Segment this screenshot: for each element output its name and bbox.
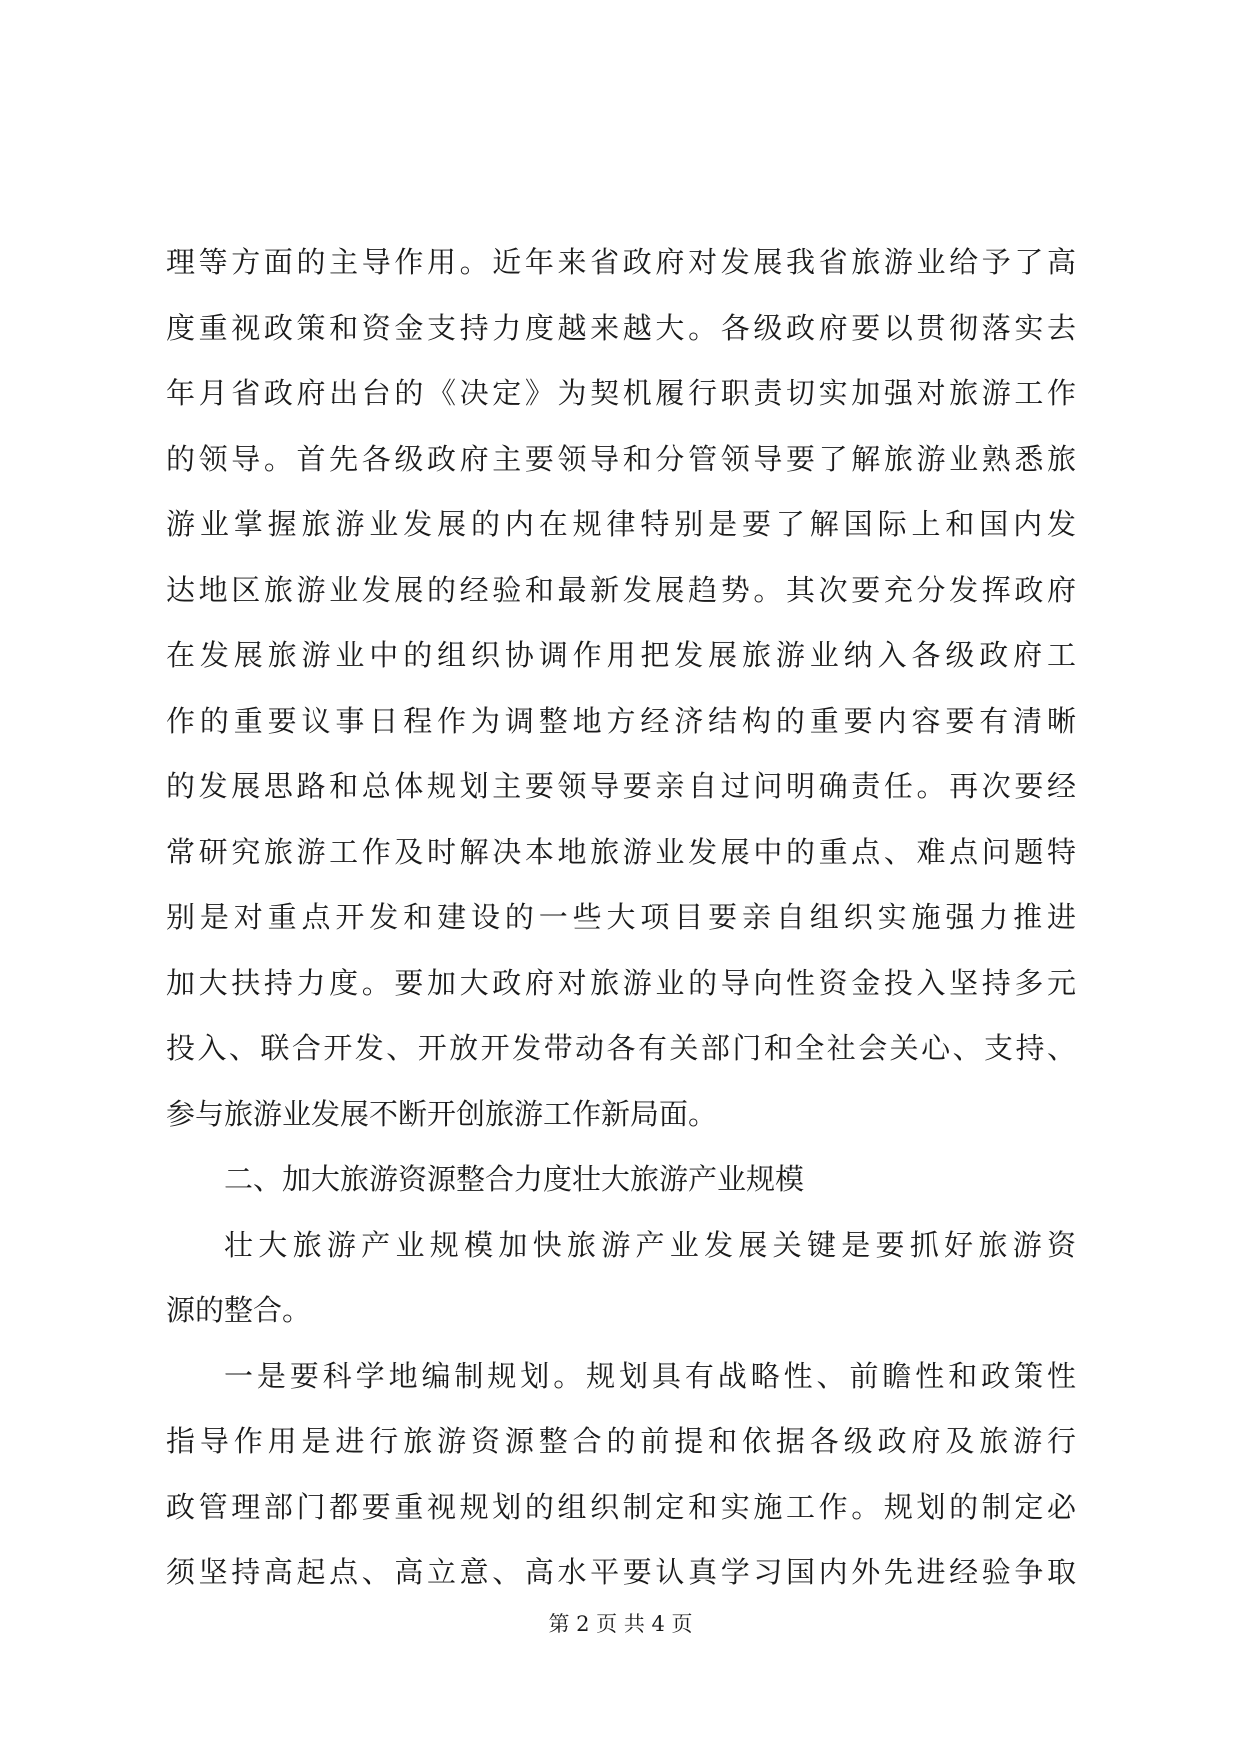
text-line: 参与旅游业发展不断开创旅游工作新局面。 bbox=[166, 1096, 718, 1131]
text-line: 作的重要议事日程作为调整地方经济结构的重要内容要有清晰 bbox=[166, 703, 1076, 738]
text-line: 度重视政策和资金支持力度越来越大。各级政府要以贯彻落实去 bbox=[166, 310, 1076, 345]
text-line: 别是对重点开发和建设的一些大项目要亲自组织实施强力推进 bbox=[166, 900, 1076, 934]
page-footer bbox=[0, 1609, 1241, 1639]
text-line: 游业掌握旅游业发展的内在规律特别是要了解国际上和国内发 bbox=[166, 507, 1076, 541]
text-line: 的发展思路和总体规划主要领导要亲自过问明确责任。再次要经 bbox=[166, 769, 1076, 803]
page-number-label: 第 2 页 共 4 页 bbox=[548, 1612, 693, 1636]
text-line: 一是要科学地编制规划。规划具有战略性、前瞻性和政策性 bbox=[224, 1358, 1076, 1393]
text-line: 源的整合。 bbox=[166, 1293, 312, 1327]
text-line: 壮大旅游产业规模加快旅游产业发展关键是要抓好旅游资 bbox=[224, 1227, 1076, 1262]
text-line: 在发展旅游业中的组织协调作用把发展旅游业纳入各级政府工 bbox=[166, 638, 1076, 672]
text-line: 的领导。首先各级政府主要领导和分管领导要了解旅游业熟悉旅 bbox=[166, 441, 1076, 476]
text-line: 常研究旅游工作及时解决本地旅游业发展中的重点、难点问题特 bbox=[166, 834, 1076, 869]
text-line: 理等方面的主导作用。近年来省政府对发展我省旅游业给予了高 bbox=[166, 245, 1076, 279]
text-line: 政管理部门都要重视规划的组织制定和实施工作。规划的制定必 bbox=[166, 1489, 1076, 1524]
text-line: 须坚持高起点、高立意、高水平要认真学习国内外先进经验争取 bbox=[166, 1555, 1076, 1589]
body-text bbox=[166, 230, 1076, 1606]
text-line: 投入、联合开发、开放开发带动各有关部门和全社会关心、支持、 bbox=[166, 1031, 1076, 1065]
text-line: 达地区旅游业发展的经验和最新发展趋势。其次要充分发挥政府 bbox=[166, 572, 1076, 607]
section-heading: 二、加大旅游资源整合力度壮大旅游产业规模 bbox=[224, 1162, 805, 1196]
text-line: 加大扶持力度。要加大政府对旅游业的导向性资金投入坚持多元 bbox=[166, 965, 1076, 1000]
text-line: 指导作用是进行旅游资源整合的前提和依据各级政府及旅游行 bbox=[166, 1424, 1076, 1458]
text-line: 年月省政府出台的《决定》为契机履行职责切实加强对旅游工作 bbox=[166, 376, 1076, 410]
